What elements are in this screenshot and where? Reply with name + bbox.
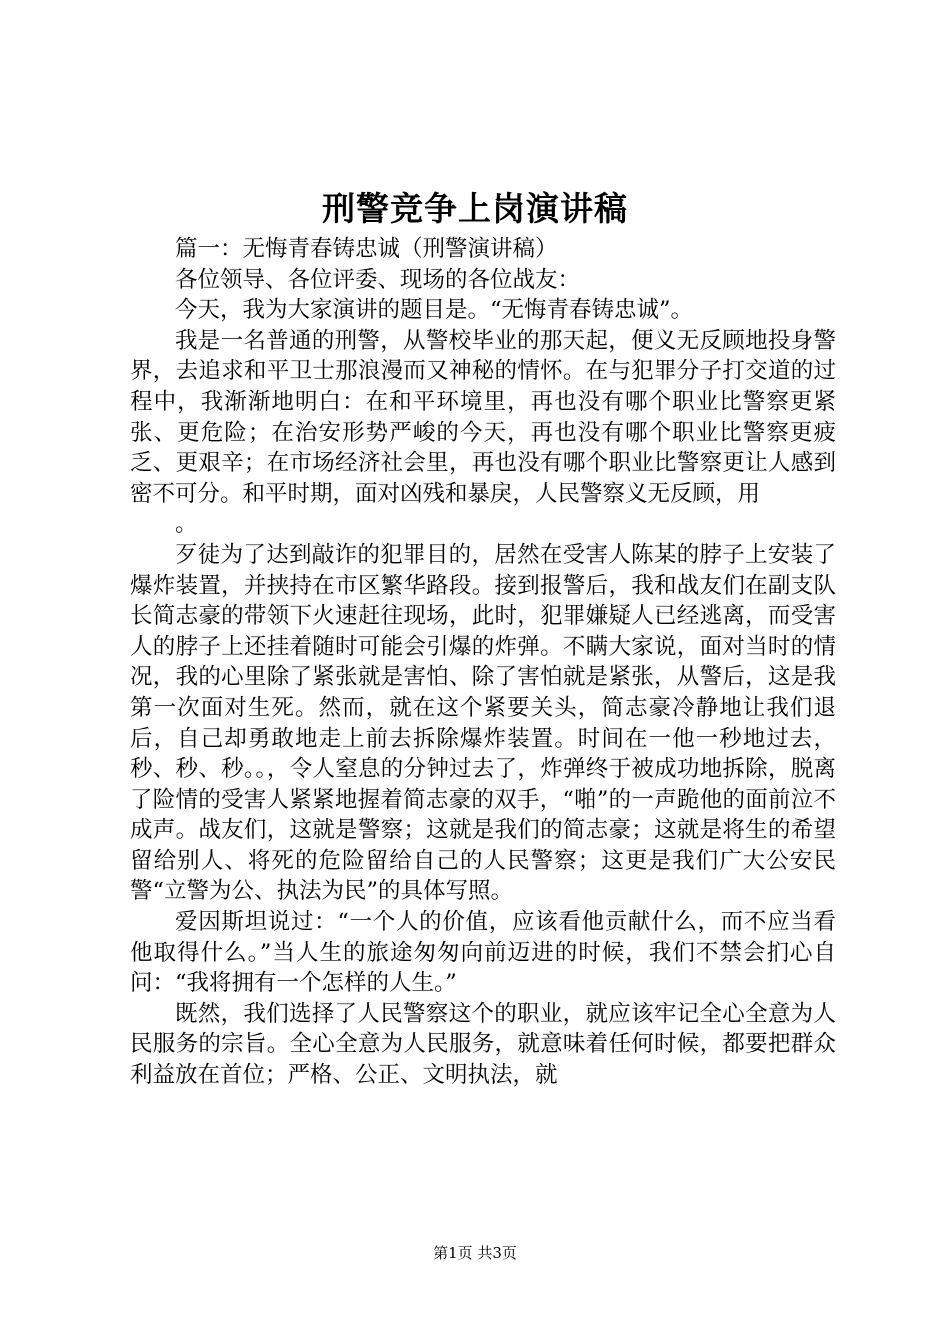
paragraph-story: 歹徒为了达到敲诈的犯罪目的，居然在受害人陈某的脖子上安装了爆炸装置，并挟持在市区繁华路段。接到报警后，我和战友们在副支队长简志豪的带领下火速赶往现场，此时，犯罪嫌疑人已经逃离，而受害人的脖子上还挂着随时可能会引爆的炸弹。不瞒大家说，面对当时的情况，我的心里除了紧张就是害怕、除了害怕就是紧张，从警后，这是我第一次面对生死。然而，就在这个紧要关头，简志豪冷静地让我们退后，自己却勇敢地走上前去拆除爆炸装置。时间在一他一秒地过去，秒、秒、秒。。，令人窒息的分钟过去了，炸弹终于被成功地拆除，脱离了险情的受害人紧紧地握着简志豪的双手，“啪”的一声跪他的面前泣不成声。战友们，这就是警察；这就是我们的简志豪；这就是将生的希望留给别人、将死的危险留给自己的人民警察；这更是我们广大公安民警“立警为公、执法为民”的具体写照。 xyxy=(130,541,836,905)
paragraph-section-heading: 篇一：无悔青春铸忠诚（刑警演讲稿） xyxy=(175,236,558,262)
paragraph-conclusion: 既然，我们选择了人民警察这个的职业，就应该牢记全心全意为人民服务的宗旨。全心全意为人民服务，就意味着任何时候，都要把群众利益放在首位；严格、公正、文明执法，就 xyxy=(130,1000,836,1089)
page-footer: 第1页 共3页 xyxy=(433,1244,517,1262)
document-title: 刑警竞争上岗演讲稿 xyxy=(322,189,628,228)
paragraph-salutation: 各位领导、各位评委、现场的各位战友： xyxy=(175,266,581,293)
document-body xyxy=(130,234,836,1091)
paragraph-fragment: 。 xyxy=(175,511,198,538)
paragraph-quote: 爱因斯坦说过：“一个人的价值，应该看他贡献什么，而不应当看他取得什么。”当人生的旅途匆匆向前迈进的时候，我们不禁会扪心自问：“我将拥有一个怎样的人生。” xyxy=(130,909,836,997)
paragraph-introduction: 我是一名普通的刑警，从警校毕业的那天起，便义无反顾地投身警界，去追求和平卫士那浪漫而又神秘的情怀。在与犯罪分子打交道的过程中，我渐渐地明白：在和平环境里，再也没有哪个职业比警察更紧张、更危险；在治安形势严峻的今天，再也没有哪个职业比警察更疲乏、更艰辛；在市场经济社会里，再也没有哪个职业比警察更让人感到密不可分。和平时期，面对凶残和暴戾，人民警察义无反顾，用 xyxy=(130,327,836,507)
paragraph-topic: 今天，我为大家演讲的题目是。“无悔青春铸忠诚”。 xyxy=(175,297,694,324)
